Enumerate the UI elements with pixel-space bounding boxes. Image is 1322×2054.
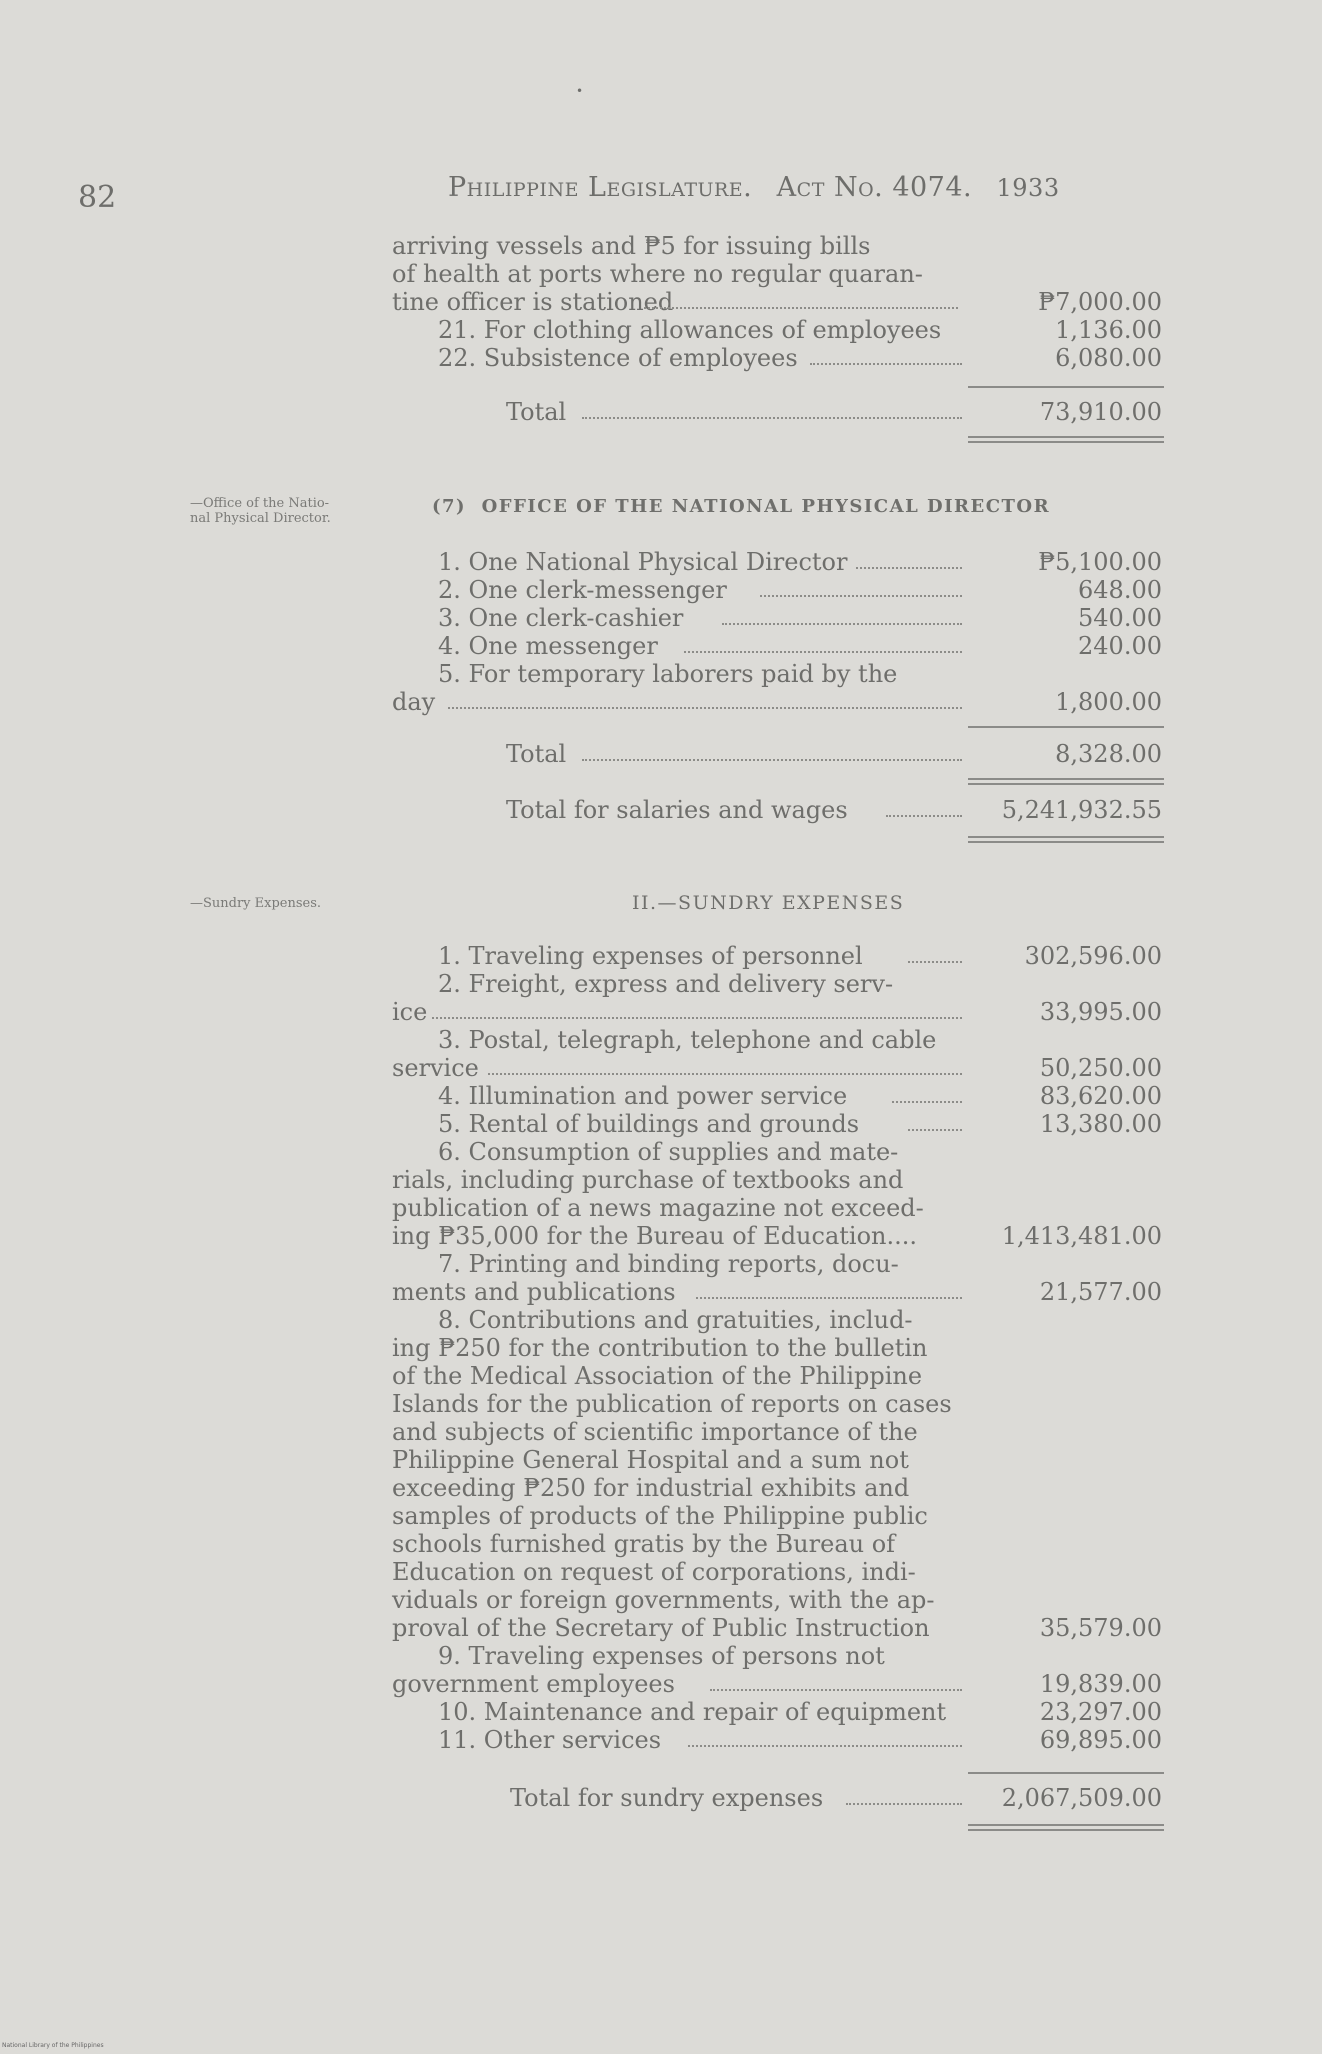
top-total-amount: 73,910.00 xyxy=(1039,398,1162,426)
sundry-item-6-text xyxy=(392,1138,970,1250)
sundry-item-2-text: 2. Freight, express and delivery serv- xyxy=(438,970,894,998)
s7-item-4-amount: 240.00 xyxy=(1078,632,1162,660)
sundry-item-11-row xyxy=(392,1726,1162,1754)
total-double-rule xyxy=(968,436,1164,443)
s7-item-1-amount: ₱5,100.00 xyxy=(1038,548,1162,576)
sundry-item-8-line-8: samples of products of the Philippine public xyxy=(392,1502,928,1530)
sundry-item-7-line-2 xyxy=(392,1278,1162,1306)
running-head-year: 1933 xyxy=(996,174,1060,202)
sundry-item-8-line-5: and subjects of scientific importance of the xyxy=(392,1418,918,1446)
sundry-item-9-line-2 xyxy=(392,1670,1162,1698)
sundry-item-10-row xyxy=(392,1698,1162,1726)
sundry-item-10-amount: 23,297.00 xyxy=(1039,1698,1162,1726)
sundry-item-6-amount: 1,413,481.00 xyxy=(1001,1222,1162,1250)
sundry-total-label: Total for sundry expenses xyxy=(510,1784,824,1812)
subtotal-rule xyxy=(968,726,1164,728)
salaries-total-label: Total for salaries and wages xyxy=(506,796,848,824)
dot-leader xyxy=(856,567,962,569)
sundry-item-8-line-2: ing ₱250 for the contribution to the bulletin xyxy=(392,1334,928,1362)
s7-item-2-row xyxy=(392,576,1162,604)
dot-leader xyxy=(760,595,962,597)
section-7-title: OFFICE OF THE NATIONAL PHYSICAL DIRECTOR xyxy=(481,496,1051,517)
s7-item-3-row xyxy=(392,604,1162,632)
sidenote-sundry: —Sundry Expenses. xyxy=(190,896,322,911)
salaries-total-amount: 5,241,932.55 xyxy=(1001,796,1162,824)
sundry-item-1-row xyxy=(392,942,1162,970)
s7-item-1-label: 1. One National Physical Director xyxy=(438,548,848,576)
dot-leader xyxy=(488,1073,962,1075)
running-head-legislature: Philippine Legislature. xyxy=(448,172,753,203)
continued-line-1: arriving vessels and ₱5 for issuing bills xyxy=(392,232,871,260)
total-double-rule xyxy=(968,1824,1164,1831)
sundry-item-3-text: 3. Postal, telegraph, telephone and cable xyxy=(438,1026,937,1054)
continued-line-2: of health at ports where no regular quaran- xyxy=(392,260,923,288)
dot-leader xyxy=(432,1017,962,1019)
sundry-item-3-text-cont: service xyxy=(392,1054,479,1082)
sundry-item-8-text xyxy=(392,1306,970,1642)
dot-leader xyxy=(886,815,962,817)
sidenote-line-2: nal Physical Director. xyxy=(190,511,331,526)
sundry-item-6-line-1: 6. Consumption of supplies and mate- xyxy=(438,1138,899,1166)
sundry-item-9-text-cont: government employees xyxy=(392,1670,675,1698)
s7-total-amount: 8,328.00 xyxy=(1055,740,1162,768)
sundry-item-8-line-3: of the Medical Association of the Philippine xyxy=(392,1362,923,1390)
sundry-item-2-text-cont: ice xyxy=(392,998,428,1026)
top-total-label: Total xyxy=(506,398,567,426)
dot-leader xyxy=(448,707,962,709)
section-7-heading xyxy=(432,496,1050,517)
sundry-item-6-line-2: rials, including purchase of textbooks and xyxy=(392,1166,904,1194)
s7-item-2-label: 2. One clerk-messenger xyxy=(438,576,727,604)
sundry-item-1-label: 1. Traveling expenses of personnel xyxy=(438,942,863,970)
s7-item-2-amount: 648.00 xyxy=(1078,576,1162,604)
dot-leader xyxy=(908,961,962,963)
sundry-item-4-row xyxy=(392,1082,1162,1110)
sundry-item-8-line-11: viduals or foreign governments, with the ap- xyxy=(392,1586,935,1614)
sundry-item-3-line-2 xyxy=(392,1054,1162,1082)
item-21-label: 21. For clothing allowances of employees xyxy=(438,316,942,344)
dot-leader xyxy=(810,363,962,365)
sundry-item-8-line-12: proval of the Secretary of Public Instruction xyxy=(392,1614,930,1642)
sundry-item-9-line-1 xyxy=(392,1642,1162,1670)
dot-leader xyxy=(644,307,958,309)
sundry-item-8-line-1: 8. Contributions and gratuities, includ- xyxy=(438,1306,913,1334)
subtotal-rule xyxy=(968,386,1164,388)
sidenote-physical-director xyxy=(190,496,331,526)
sundry-item-1-amount: 302,596.00 xyxy=(1024,942,1162,970)
sundry-item-5-row xyxy=(392,1110,1162,1138)
s7-item-5-amount: 1,800.00 xyxy=(1055,688,1162,716)
sundry-item-3-amount: 50,250.00 xyxy=(1039,1054,1162,1082)
sundry-item-4-amount: 83,620.00 xyxy=(1039,1082,1162,1110)
sundry-item-2-line-2 xyxy=(392,998,1162,1026)
sundry-total-amount: 2,067,509.00 xyxy=(1001,1784,1162,1812)
sundry-item-10-label: 10. Maintenance and repair of equipment xyxy=(438,1698,947,1726)
item-22-row xyxy=(392,344,1162,372)
dot-leader xyxy=(688,1745,962,1747)
dot-leader xyxy=(846,1803,962,1805)
s7-item-4-row xyxy=(392,632,1162,660)
running-head xyxy=(448,172,1060,203)
sundry-item-6-line-4: ing ₱35,000 for the Bureau of Education.... xyxy=(392,1222,917,1250)
continued-item-text xyxy=(392,232,970,316)
ink-dot: • xyxy=(576,84,584,98)
page-number: 82 xyxy=(78,180,117,215)
sundry-item-8-line-10: Education on request of corporations, indi- xyxy=(392,1558,916,1586)
sundry-item-8-amount: 35,579.00 xyxy=(1039,1614,1162,1642)
s7-item-5-text-cont: day xyxy=(392,688,436,716)
sundry-item-5-label: 5. Rental of buildings and grounds xyxy=(438,1110,860,1138)
s7-total-row xyxy=(392,740,1162,768)
total-double-rule xyxy=(968,778,1164,785)
sundry-item-8-line-9: schools furnished gratis by the Bureau of xyxy=(392,1530,896,1558)
sundry-item-5-amount: 13,380.00 xyxy=(1039,1110,1162,1138)
sundry-item-9-text: 9. Traveling expenses of persons not xyxy=(438,1642,885,1670)
s7-item-5-text: 5. For temporary laborers paid by the xyxy=(438,660,898,688)
sundry-item-2-line-1 xyxy=(392,970,1162,998)
sundry-item-7-line-1 xyxy=(392,1250,1162,1278)
s7-item-3-label: 3. One clerk-cashier xyxy=(438,604,684,632)
scan-footer-tag: National Library of the Philippines xyxy=(2,2042,104,2049)
dot-leader xyxy=(582,417,962,419)
dot-leader xyxy=(892,1101,962,1103)
subtotal-rule xyxy=(968,1772,1164,1774)
sundry-heading: II.—SUNDRY EXPENSES xyxy=(632,892,905,914)
sundry-item-11-label: 11. Other services xyxy=(438,1726,662,1754)
s7-item-4-label: 4. One messenger xyxy=(438,632,658,660)
sundry-total-row xyxy=(392,1784,1162,1812)
continued-line-3: tine officer is stationed xyxy=(392,288,674,316)
sundry-item-7-amount: 21,577.00 xyxy=(1039,1278,1162,1306)
sundry-item-3-line-1 xyxy=(392,1026,1162,1054)
dot-leader xyxy=(684,651,962,653)
item-21-row xyxy=(392,316,1162,344)
total-double-rule xyxy=(968,836,1164,843)
s7-item-5-line-1 xyxy=(392,660,1162,688)
dot-leader xyxy=(710,1689,962,1691)
dot-leader xyxy=(696,1297,962,1299)
salaries-total-row xyxy=(392,796,1162,824)
s7-item-3-amount: 540.00 xyxy=(1078,604,1162,632)
dot-leader xyxy=(582,759,962,761)
sundry-item-2-amount: 33,995.00 xyxy=(1039,998,1162,1026)
running-head-act: Act No. 4074. xyxy=(776,172,973,203)
item-22-amount: 6,080.00 xyxy=(1055,344,1162,372)
dot-leader xyxy=(908,1129,962,1131)
sidenote-line-1: —Office of the Natio- xyxy=(190,496,330,511)
sundry-item-6-line-3: publication of a news magazine not exceed- xyxy=(392,1194,924,1222)
sundry-item-7-text: 7. Printing and binding reports, docu- xyxy=(438,1250,899,1278)
sundry-item-8-line-7: exceeding ₱250 for industrial exhibits and xyxy=(392,1474,910,1502)
section-7-number: (7) xyxy=(432,496,467,517)
item-21-amount: 1,136.00 xyxy=(1055,316,1162,344)
sundry-item-11-amount: 69,895.00 xyxy=(1039,1726,1162,1754)
s7-item-1-row xyxy=(392,548,1162,576)
continued-amount: ₱7,000.00 xyxy=(1038,288,1162,316)
item-22-label: 22. Subsistence of employees xyxy=(438,344,798,372)
dot-leader xyxy=(722,623,962,625)
top-total-row xyxy=(392,398,1162,426)
sundry-item-4-label: 4. Illumination and power service xyxy=(438,1082,848,1110)
sundry-item-9-amount: 19,839.00 xyxy=(1039,1670,1162,1698)
sundry-item-8-line-6: Philippine General Hospital and a sum not xyxy=(392,1446,909,1474)
s7-total-label: Total xyxy=(506,740,567,768)
sundry-item-8-line-4: Islands for the publication of reports on cases xyxy=(392,1390,952,1418)
s7-item-5-line-2 xyxy=(392,688,1162,716)
continued-line-3-row xyxy=(392,288,970,316)
sundry-item-7-text-cont: ments and publications xyxy=(392,1278,676,1306)
